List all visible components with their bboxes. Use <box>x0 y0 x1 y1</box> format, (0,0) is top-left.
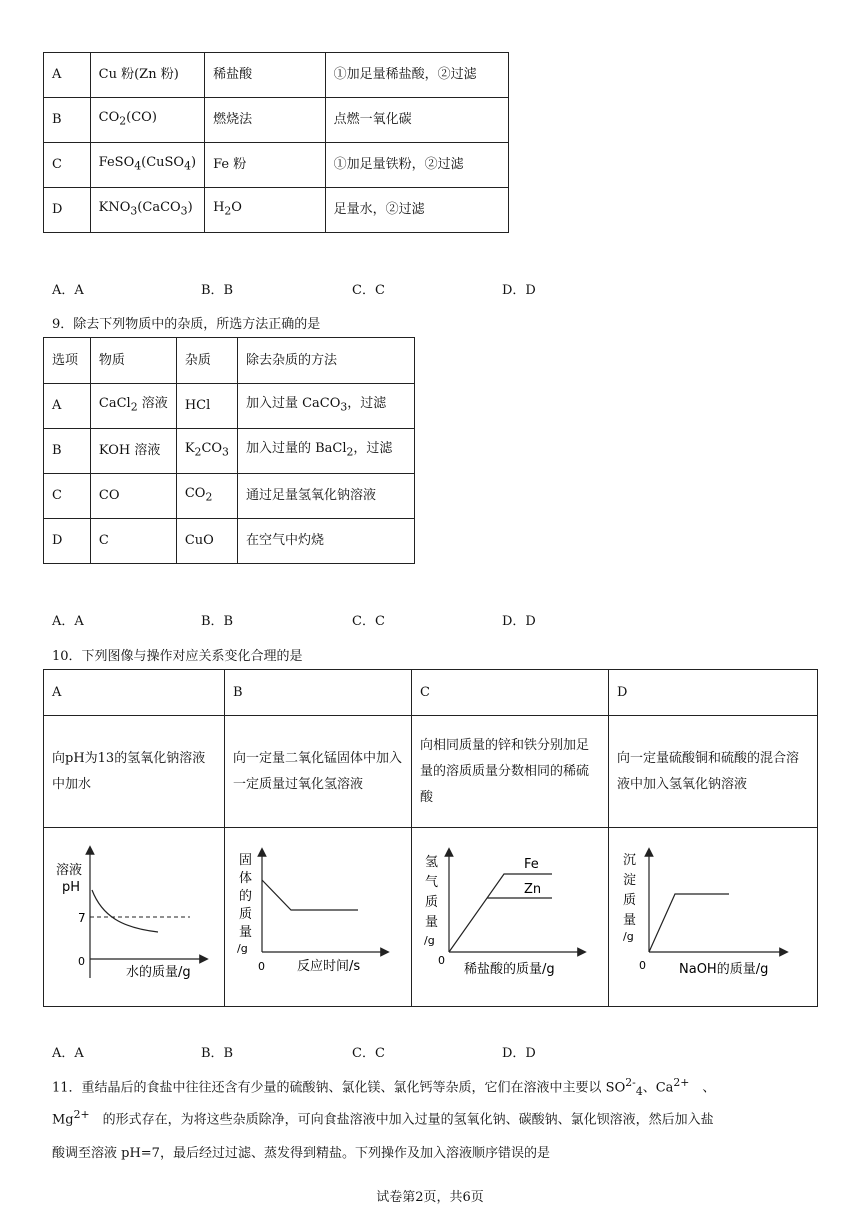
fe-label: Fe <box>524 857 539 872</box>
option-a[interactable]: A．A <box>52 1046 84 1061</box>
substance: KOH 溶液 <box>90 429 176 474</box>
zn-label: Zn <box>524 882 542 897</box>
method: 加入过量 CaCO$_3$，过滤 <box>237 384 414 429</box>
method: 足量水，②过滤 <box>325 188 508 233</box>
ph-curve <box>92 890 158 932</box>
graph-b <box>225 828 412 999</box>
reagent: Fe 粉 <box>205 143 326 188</box>
option-d[interactable]: D．D <box>502 1046 536 1061</box>
y-label-char: 质 <box>623 893 637 908</box>
graph-cell-a <box>44 828 225 1007</box>
y-label-char: 固 <box>239 853 253 868</box>
method: 通过足量氢氧化钠溶液 <box>237 474 414 519</box>
graph-a <box>44 828 225 999</box>
y-label-char: 气 <box>425 875 439 890</box>
impurity: HCl <box>176 384 237 429</box>
option-label: D <box>44 519 91 564</box>
question-11-line-3: 酸调至溶液 pH=7，最后经过过滤、蒸发得到精盐。下列操作及加入溶液顺序错误的是 <box>52 1146 550 1161</box>
cell-label-c: C <box>412 670 609 716</box>
y-label-char: 量 <box>623 913 637 928</box>
option-a[interactable]: A．A <box>52 614 84 629</box>
y-label-char: 淀 <box>623 873 637 888</box>
x-axis-label: 稀盐酸的质量/g <box>464 962 555 977</box>
origin: 0 <box>258 960 265 973</box>
question-11-line-1: 11．重结晶后的食盐中往往还含有少量的硫酸钠、氯化镁、氯化钙等杂质，它们在溶液中主要以 $SO^{2-}_4$、$Ca^{2+}$ 、 <box>52 1076 716 1098</box>
method: ①加足量铁粉，②过滤 <box>325 143 508 188</box>
table-row <box>44 474 415 519</box>
description-d: 向一定量硫酸铜和硫酸的混合溶液中加入氢氧化钠溶液 <box>609 716 818 828</box>
substance: CaCl$_2$ 溶液 <box>90 384 176 429</box>
x-axis-label: 反应时间/s <box>297 959 361 974</box>
graph-cell-b <box>225 828 412 1007</box>
question-8-table <box>43 52 509 233</box>
origin: 0 <box>78 955 85 968</box>
y-axis-label <box>424 855 438 947</box>
y-label-char: /g <box>424 934 435 947</box>
description-a: 向pH为13的氢氧化钠溶液中加水 <box>44 716 225 828</box>
column-header: 选项 <box>44 338 91 384</box>
y-label-char: 质 <box>425 895 439 910</box>
option-c[interactable]: C．C <box>352 1046 385 1061</box>
method: ①加足量稀盐酸，②过滤 <box>325 53 508 98</box>
graph-cell-d <box>609 828 818 1007</box>
y-label-char: 氢 <box>425 855 439 870</box>
impurity: $K_2CO_3$ <box>176 429 237 474</box>
x-axis-label: 水的质量/g <box>126 965 191 980</box>
y-label-char: 沉 <box>623 853 637 868</box>
question-10-table <box>43 669 818 1007</box>
option-d[interactable]: D．D <box>502 614 536 629</box>
y-label-char: /g <box>623 930 634 943</box>
question-10-title: 10．下列图像与操作对应关系变化合理的是 <box>52 649 303 664</box>
y-label-char: 体 <box>239 871 253 886</box>
cell-label-d: D <box>609 670 818 716</box>
method: 加入过量的 BaCl$_2$，过滤 <box>237 429 414 474</box>
impurity: CuO <box>176 519 237 564</box>
method: 在空气中灼烧 <box>237 519 414 564</box>
reagent: 稀盐酸 <box>205 53 326 98</box>
impurity: $CO_2$ <box>176 474 237 519</box>
substance: $KNO_3(CaCO_3)$ <box>90 188 204 233</box>
reagent: 燃烧法 <box>205 98 326 143</box>
table-row <box>44 98 509 143</box>
substance: Cu 粉(Zn 粉) <box>90 53 204 98</box>
tick-7: 7 <box>78 911 86 925</box>
method: 点燃一氧化碳 <box>325 98 508 143</box>
option-label: B <box>44 429 91 474</box>
option-b[interactable]: B．B <box>201 1046 234 1061</box>
graph-d <box>609 828 818 999</box>
option-label: C <box>44 143 91 188</box>
table-row <box>44 188 509 233</box>
origin: 0 <box>639 959 646 972</box>
y-label-char: 量 <box>239 925 253 940</box>
option-label: C <box>44 474 91 519</box>
page-footer: 试卷第2页，共6页 <box>376 1190 484 1205</box>
y-axis-label-1: 溶液 <box>56 863 83 878</box>
column-header: 杂质 <box>176 338 237 384</box>
precipitate-line <box>649 894 729 952</box>
table-row <box>44 519 415 564</box>
option-b[interactable]: B．B <box>201 614 234 629</box>
description-c: 向相同质量的锌和铁分别加足量的溶质质量分数相同的稀硫酸 <box>412 716 609 828</box>
y-label-char: /g <box>237 942 248 955</box>
y-label-char: 质 <box>239 907 253 922</box>
option-a[interactable]: A．A <box>52 283 84 298</box>
description-b: 向一定量二氧化锰固体中加入一定质量过氧化氢溶液 <box>225 716 412 828</box>
substance: FeSO$_4$(CuSO$_4$) <box>90 143 204 188</box>
solid-mass-line <box>262 880 358 910</box>
substance: CO <box>90 474 176 519</box>
option-c[interactable]: C．C <box>352 283 385 298</box>
option-label: A <box>44 53 91 98</box>
question-9-table <box>43 337 415 564</box>
y-label-char: 的 <box>239 889 253 904</box>
graph-cell-c <box>412 828 609 1007</box>
column-header: 除去杂质的方法 <box>237 338 414 384</box>
table-header-row <box>44 338 415 384</box>
origin: 0 <box>438 954 445 967</box>
option-label: B <box>44 98 91 143</box>
cell-label-a: A <box>44 670 225 716</box>
question-11-line-2: $Mg^{2+}$ 的形式存在，为将这些杂质除净，可向食盐溶液中加入过量的氢氧化钠、碳酸钠、氯化钡溶液，然后加入盐 <box>52 1108 714 1128</box>
y-axis-label-2: pH <box>62 880 81 895</box>
table-row <box>44 429 415 474</box>
column-header: 物质 <box>90 338 176 384</box>
option-d[interactable]: D．D <box>502 283 536 298</box>
table-row <box>44 143 509 188</box>
substance: C <box>90 519 176 564</box>
question-9-title: 9．除去下列物质中的杂质，所选方法正确的是 <box>52 317 321 332</box>
option-label: D <box>44 188 91 233</box>
option-b[interactable]: B．B <box>201 283 234 298</box>
y-label-char: 量 <box>425 915 439 930</box>
option-label: A <box>44 384 91 429</box>
option-c[interactable]: C．C <box>352 614 385 629</box>
y-axis-label <box>623 853 636 943</box>
graph-c <box>412 828 609 999</box>
reagent: $H_2O$ <box>205 188 326 233</box>
cell-label-b: B <box>225 670 412 716</box>
table-row <box>44 384 415 429</box>
y-axis-label <box>237 853 252 955</box>
x-axis-label: NaOH的质量/g <box>679 962 769 977</box>
table-row <box>44 53 509 98</box>
substance: $CO_2(CO)$ <box>90 98 204 143</box>
